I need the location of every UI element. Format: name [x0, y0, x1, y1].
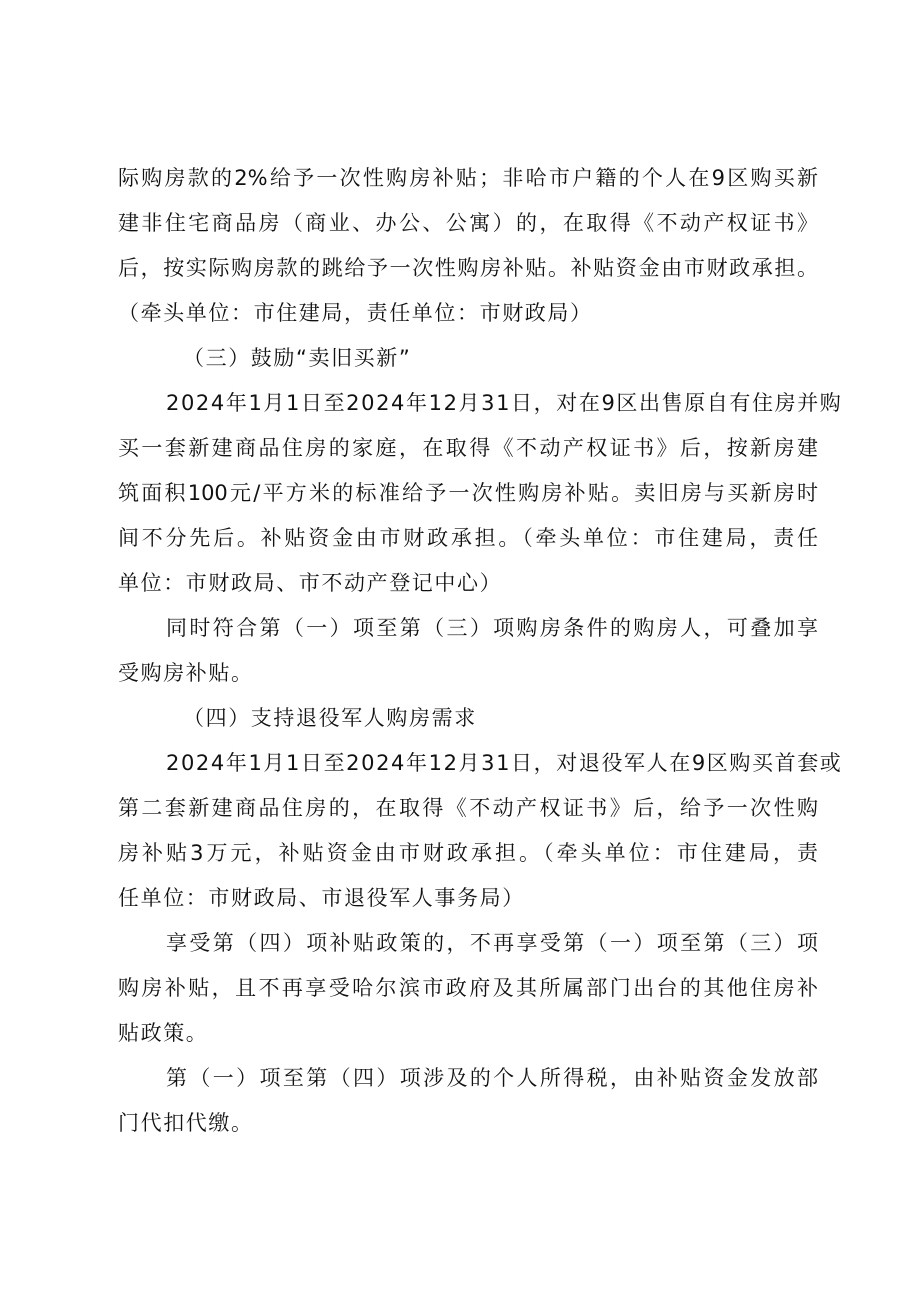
text-line: 后，按实际购房款的跳给予一次性购房补贴。补贴资金由市财政承担。 — [118, 256, 818, 280]
text-line: 房补贴3万元，补贴资金由市财政承担。（牵头单位：市住建局，责 — [118, 841, 818, 865]
text-line: 买一套新建商品住房的家庭，在取得《不动产权证书》后，按新房建 — [118, 436, 818, 460]
text-line: 间不分先后。补贴资金由市财政承担。（牵头单位：市住建局，责任 — [118, 526, 818, 550]
paragraph-start: 第（一）项至第（四）项涉及的个人所得税，由补贴资金发放部 — [166, 1066, 818, 1090]
paragraph-start: 享受第（四）项补贴政策的，不再享受第（一）项至第（三）项 — [166, 931, 818, 955]
text-line: 门代扣代缴。 — [118, 1111, 254, 1135]
text-line: 单位：市财政局、市不动产登记中心） — [118, 571, 503, 595]
section-heading: （三）鼓励“卖旧买新” — [183, 346, 412, 370]
text-line: 购房补贴，且不再享受哈尔滨市政府及其所属部门出台的其他住房补 — [118, 976, 818, 1000]
paragraph-start: 2024年1月1日至2024年12月31日，对在9区出售原自有住房并购 — [166, 391, 843, 415]
paragraph-start: 同时符合第（一）项至第（三）项购房条件的购房人，可叠加享 — [166, 616, 818, 640]
text-line: 筑面积100元/平方米的标准给予一次性购房补贴。卖旧房与买新房时 — [118, 481, 818, 505]
text-line: （牵头单位：市住建局，责任单位：市财政局） — [118, 301, 593, 325]
section-heading: （四）支持退役军人购房需求 — [183, 706, 477, 730]
text-line: 受购房补贴。 — [118, 661, 254, 685]
paragraph-start: 2024年1月1日至2024年12月31日，对退役军人在9区购买首套或 — [166, 751, 843, 775]
text-line: 第二套新建商品住房的，在取得《不动产权证书》后，给予一次性购 — [118, 796, 818, 820]
text-line: 任单位：市财政局、市退役军人事务局） — [118, 886, 525, 910]
text-line: 际购房款的2%给予一次性购房补贴；非哈市户籍的个人在9区购买新 — [118, 166, 818, 190]
text-line: 贴政策。 — [118, 1021, 209, 1045]
text-line: 建非住宅商品房（商业、办公、公寓）的，在取得《不动产权证书》 — [118, 211, 818, 235]
